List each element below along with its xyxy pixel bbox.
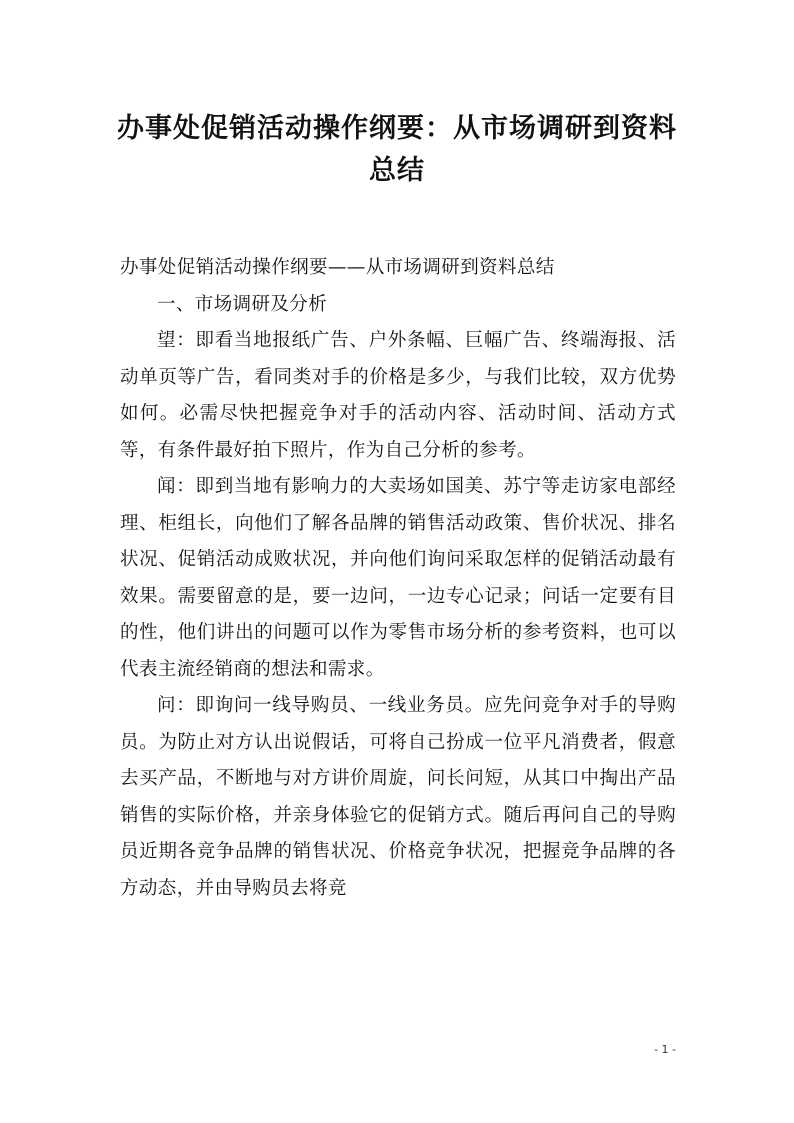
body-paragraph-heading: 办事处促销活动操作纲要——从市场调研到资料总结 (120, 257, 555, 278)
body-paragraph-look: 望：即看当地报纸广告、户外条幅、巨幅广告、终端海报、活动单页等广告，看同类对手的价格是多少，与我们比较，双方优势如何。必需尽快把握竞争对手的活动内容、活动时间、活动方式等，有条件最好拍下照片，作为自己分析的参考。 (120, 330, 676, 461)
body-paragraph-listen: 闻：即到当地有影响力的大卖场如国美、苏宁等走访家电部经理、柜组长，向他们了解各品牌的销售活动政策、售价状况、排名状况、促销活动成败状况，并向他们询问采取怎样的促销活动最有效果。需要留意的是，要一边问，一边专心记录；问话一定要有目的性，他们讲出的问题可以作为零售市场分析的参考资料，也可以代表主流经销商的想法和需求。 (120, 476, 676, 680)
body-paragraph-ask: 问：即询问一线导购员、一线业务员。应先问竞争对手的导购员。为防止对方认出说假话，可将自己扮成一位平凡消费者，假意去买产品，不断地与对方讲价周旋，问长问短，从其口中掏出产品销售的实际价格，并亲身体验它的促销方式。随后再问自己的导购员近期各竞争品牌的销售状况、价格竞争状况，把握竞争品牌的各方动态，并由导购员去将竞 (120, 695, 676, 899)
document-title: 办事处促销活动操作纲要：从市场调研到资料总结 (117, 113, 677, 186)
page-number: - 1 - (654, 1043, 676, 1056)
document-body (120, 250, 676, 907)
section-heading: 一、市场调研及分析 (157, 293, 328, 315)
